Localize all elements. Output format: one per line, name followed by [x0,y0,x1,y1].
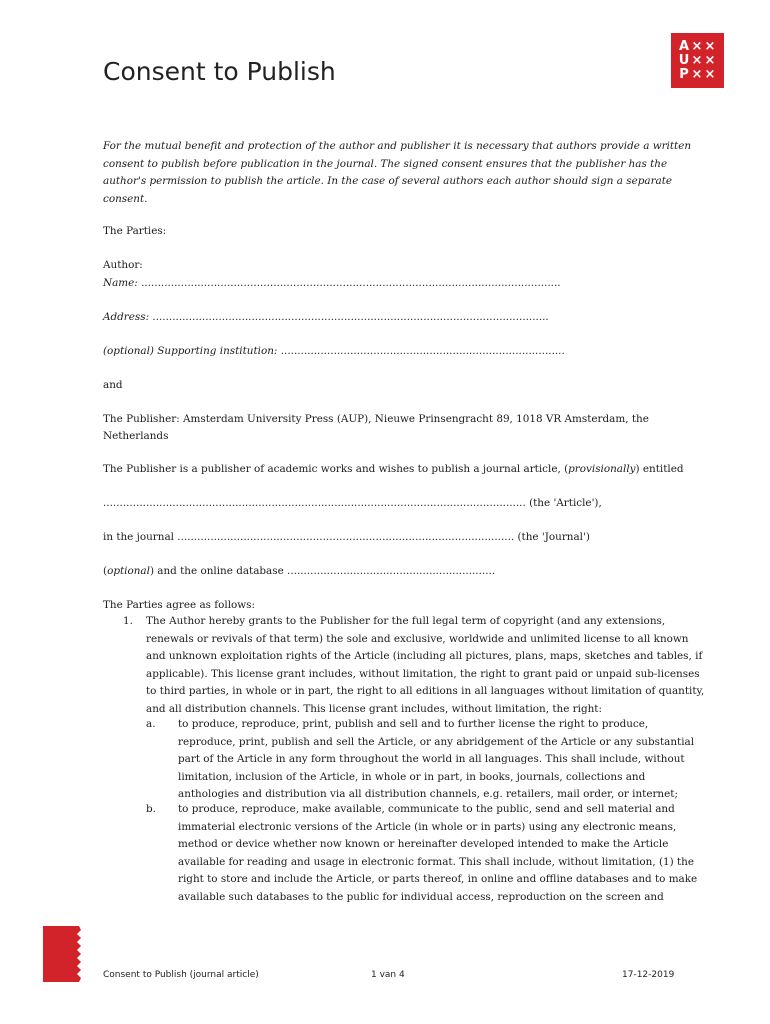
item-a-line: part of the Article in any form throughout the world in all languages. This shall include, without [178,753,685,765]
database-rest: ) and the online database ............................................................... [149,565,496,577]
author-label: Author: [103,259,143,271]
institution-field[interactable]: (optional) Supporting institution: ...................................................................................... [103,345,565,357]
item-1-line: to third parties, in whole or in part, the right to all editions in all languages without limitation of quantity, [146,685,705,697]
logo-cross-icon: × [691,67,703,82]
item-a-line: limitation, inclusion of the Article, in whole or in part, in books, journals, collections and [178,770,646,783]
logo-letter-p: P [679,67,689,82]
item-b-text [178,801,697,906]
publisher-line: The Publisher: Amsterdam University Press (AUP), Nieuwe Prinsengracht 89, 1018 VR Amsterdam, the [103,413,649,425]
agree-label: The Parties agree as follows: [103,599,256,611]
optional-text: optional [107,565,150,577]
item-b-line: method or device whether now known or hereinafter developed intended to make the Article [178,838,669,850]
database-open: ( [103,565,108,577]
item-b-line: immaterial electronic versions of the Article (in whole or in parts) using any electronic means, [178,820,677,833]
item-letter: a. [146,718,156,730]
intro-line: author's permission to publish the article. In the case of several authors each author should sign a separate [103,175,673,187]
logo-cross-icon: × [704,39,716,54]
and-label: and [103,379,123,391]
footer-document-name: Consent to Publish (journal article) [103,970,259,980]
item-a-line: to produce, reproduce, print, publish and sell and to further license the right to produce, [178,718,649,730]
item-a-text [178,716,694,804]
item-b-line: available for reading and usage in electronic format. This shall include, without limitation, (1) the [178,855,694,868]
parties-label: The Parties: [103,225,167,237]
item-1-line: and all distribution channels. This license grant includes, without limitation, the right: [146,702,602,715]
item-b-line: to produce, reproduce, make available, communicate to the public, send and sell material and [178,803,675,815]
item-b-line: available such databases to the public for individual access, reproduction on the screen and [178,890,664,903]
item-number: 1. [123,615,133,627]
item-1-text [146,613,704,718]
logo-letter-a: A [678,39,690,54]
page-title: Consent to Publish [103,57,336,86]
publisher-intro-before: The Publisher is a publisher of academic works and wishes to publish a journal article, ( [103,463,569,475]
publisher-intro-after: ) entitled [635,463,684,475]
address-field[interactable]: Address: ........................................................................................................................ [103,311,549,323]
intro-paragraph [103,138,692,208]
name-field[interactable]: Name: ............................................................................................................................... [103,277,561,289]
item-1-line: and unknown exploitation rights of the Article (including all pictures, plans, maps, sketches and tables, if [146,650,703,662]
item-a-line: reproduce, print, publish and sell the Article, or any abridgement of the Article or any substantial [178,735,695,748]
item-a-line: anthologies and distribution via all distribution channels, e.g. retailers, mail order, or internet; [178,788,678,800]
database-field[interactable] [103,563,495,581]
publisher-intro [103,461,684,479]
item-1-line: The Author hereby grants to the Publisher for the full legal term of copyright (and any extensions, [146,615,666,627]
item-letter: b. [146,803,156,815]
logo-cross-icon: × [691,53,703,68]
article-title-field[interactable]: ................................................................................................................................ (the 'Article'), [103,497,602,509]
publisher-line: Netherlands [103,430,169,442]
logo-cross-icon: × [704,67,716,82]
item-1-line: renewals or revivals of that term) the sole and exclusive, worldwide and unlimited license to all known [146,632,689,645]
logo-cross-icon: × [704,53,716,68]
intro-line: consent. [103,192,148,205]
intro-line: For the mutual benefit and protection of the author and publisher it is necessary that authors provide a written [103,140,692,152]
footer-date: 17-12-2019 [622,970,675,980]
footer-page-number: 1 van 4 [371,970,405,980]
logo-letter-u: U [678,53,690,68]
logo-cross-icon: × [691,39,703,54]
intro-line: consent to publish before publication in the journal. The signed consent ensures that the publisher has the [103,157,668,170]
item-b-line: right to store and include the Article, or parts thereof, in online and offline databases and to make [178,873,698,885]
provisionally-text: provisionally [568,463,636,475]
aup-logo [671,33,724,88]
stamp-icon [43,926,81,982]
item-1-line: applicable). This license grant includes, without limitation, the right to grant paid or unpaid sub-licenses [146,667,700,680]
journal-field[interactable]: in the journal ...................................................................................................... (the 'Journal') [103,531,590,543]
